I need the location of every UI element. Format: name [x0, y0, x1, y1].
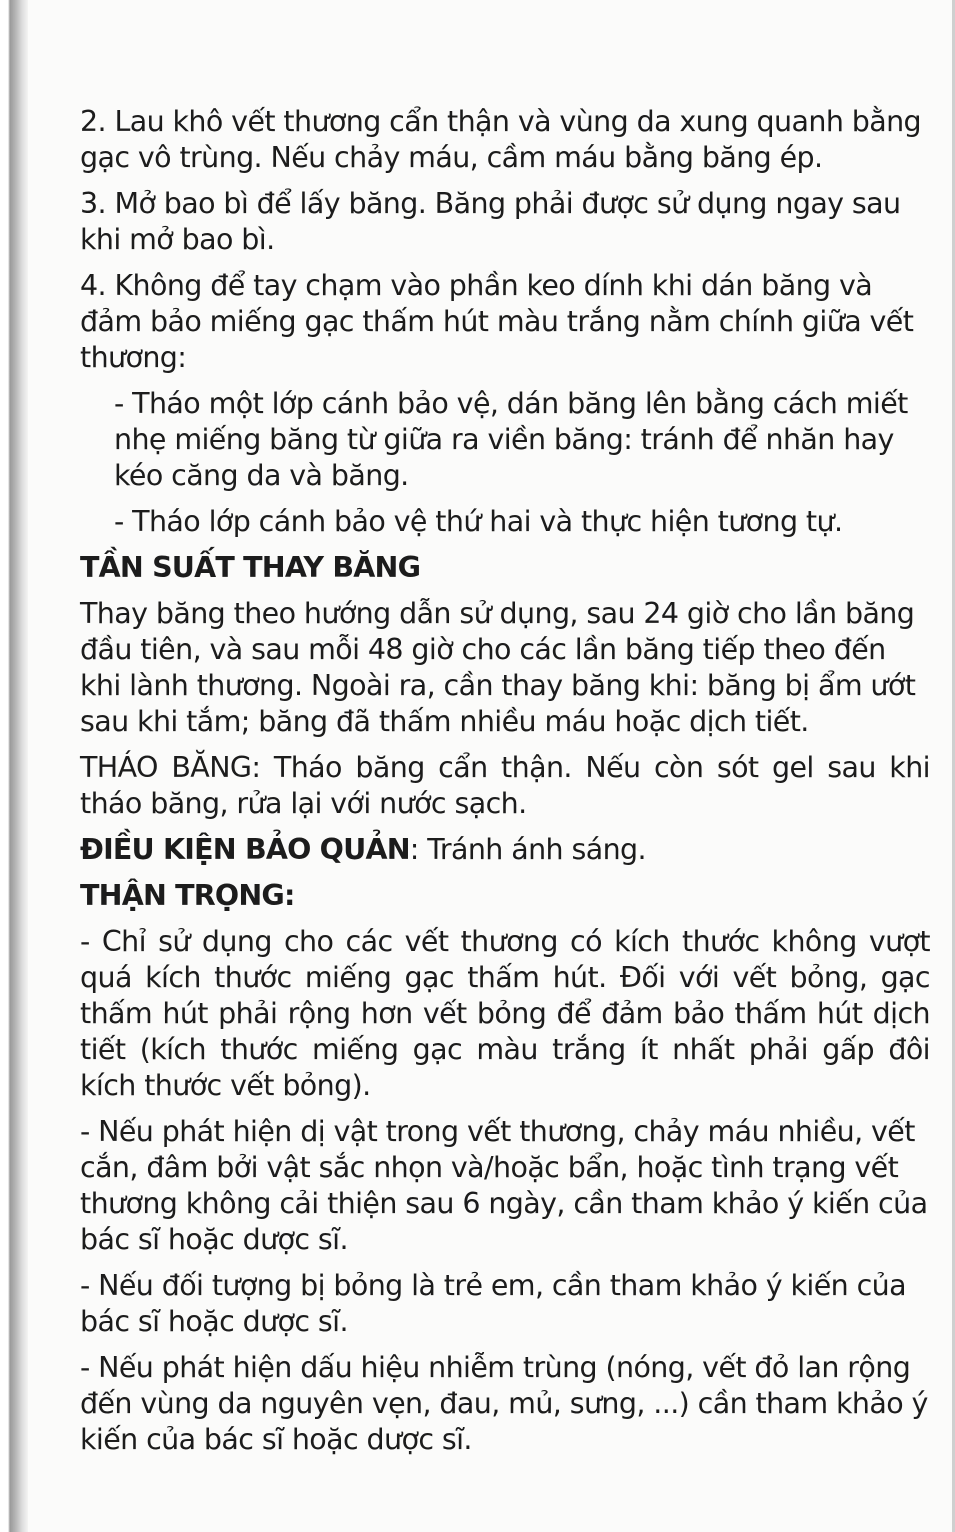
frequency-text: Thay băng theo hướng dẫn sử dụng, sau 24 giờ cho lần băng đầu tiên, và sau mỗi 48 giờ cho các lần băng tiếp theo đến khi lành thương. Ngoài ra, cần thay băng khi: băng bị ẩm ướt sau khi tắm; băng đã thấm nhiều máu hoặc dịch tiết.: [80, 597, 916, 738]
caution-heading: THẬN TRỌNG:: [80, 879, 295, 912]
storage-text: : Tránh ánh sáng.: [409, 833, 646, 866]
step-4-sub-1: - Tháo một lớp cánh bảo vệ, dán băng lên bằng cách miết nhẹ miếng băng từ giữa ra viền băng: tránh để nhăn hay kéo căng da và băng.: [114, 387, 908, 492]
storage-paragraph: [80, 832, 930, 868]
storage-label: ĐIỀU KIỆN BẢO QUẢN: [80, 833, 410, 866]
step-4-sub-2: - Tháo lớp cánh bảo vệ thứ hai và thực hiện tương tự.: [114, 505, 843, 538]
step-3: 3. Mở bao bì để lấy băng. Băng phải được sử dụng ngay sau khi mở bao bì.: [80, 187, 901, 256]
frequency-heading: TẦN SUẤT THAY BĂNG: [80, 551, 421, 584]
instructions-text: [80, 104, 930, 1468]
caution-item: - Nếu đối tượng bị bỏng là trẻ em, cần tham khảo ý kiến của bác sĩ hoặc dược sĩ.: [80, 1269, 906, 1338]
caution-item: - Nếu phát hiện dấu hiệu nhiễm trùng (nóng, vết đỏ lan rộng đến vùng da nguyên vẹn, đau, mủ, sưng, ...) cần tham khảo ý kiến của bác sĩ hoặc dược sĩ.: [80, 1351, 928, 1456]
removal-text: THÁO BĂNG: Tháo băng cẩn thận. Nếu còn sót gel sau khi tháo băng, rửa lại với nước sạch.: [80, 751, 930, 820]
caution-item: - Nếu phát hiện dị vật trong vết thương, chảy máu nhiều, vết cắn, đâm bởi vật sắc nhọn và/hoặc bẩn, hoặc tình trạng vết thương không cải thiện sau 6 ngày, cần tham khảo ý kiến của bác sĩ hoặc dược sĩ.: [80, 1115, 928, 1256]
caution-item: - Chỉ sử dụng cho các vết thương có kích thước không vượt quá kích thước miếng gạc thấm hút. Đối với vết bỏng, gạc thấm hút phải rộng hơn vết bỏng để đảm bảo thấm hút dịch tiết (kích thước miếng gạc màu trắng ít nhất phải gấp đôi kích thước vết bỏng).: [80, 925, 930, 1102]
page-binding-shadow: [0, 0, 28, 1532]
step-2: 2. Lau khô vết thương cẩn thận và vùng da xung quanh bằng gạc vô trùng. Nếu chảy máu, cầm máu bằng băng ép.: [80, 105, 922, 174]
step-4: 4. Không để tay chạm vào phần keo dính khi dán băng và đảm bảo miếng gạc thấm hút màu trắng nằm chính giữa vết thương:: [80, 269, 914, 374]
